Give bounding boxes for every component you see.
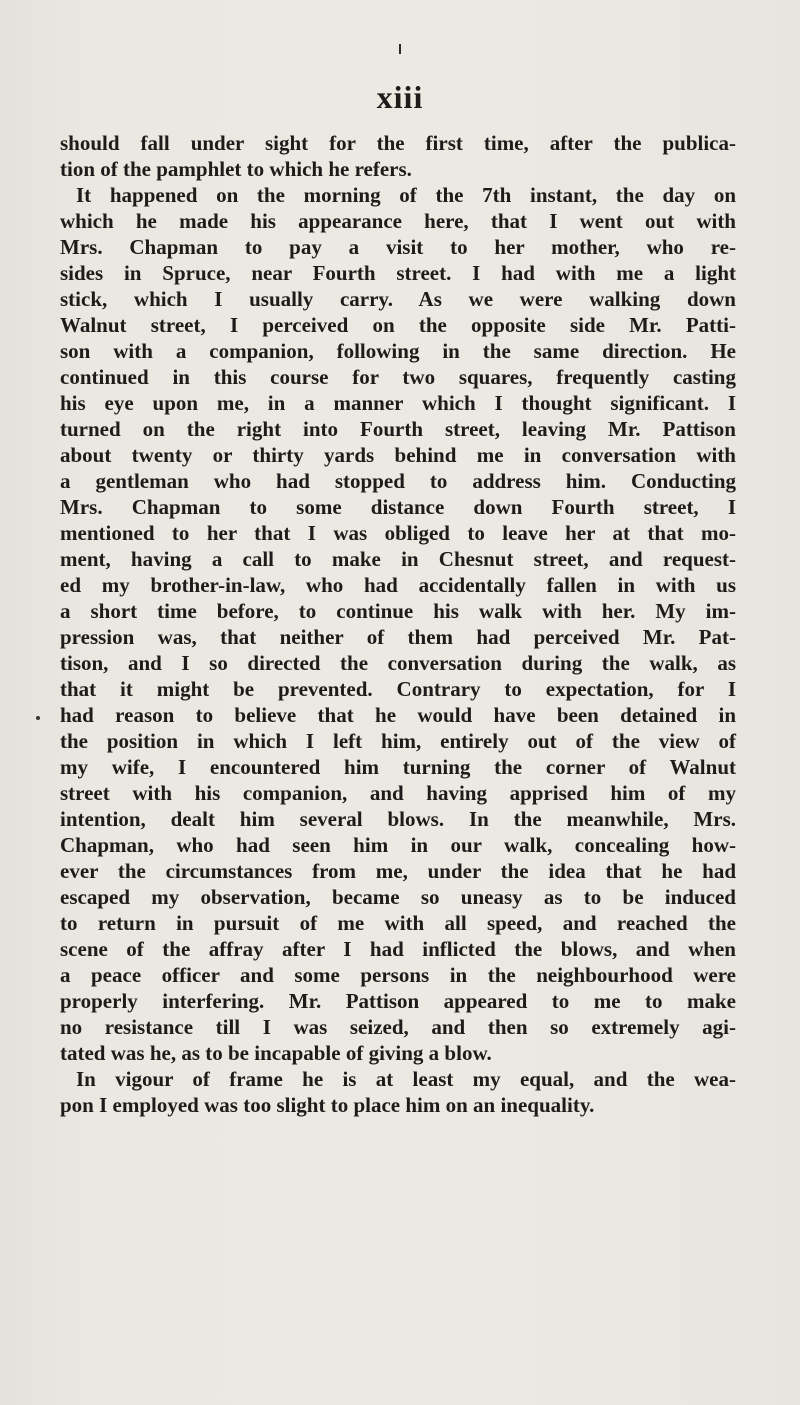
text-line: street with his companion, and having apprised him of my [60,781,736,805]
page-number: xiii [376,79,424,115]
body-text [60,130,736,1118]
text-line: scene of the affray after I had inflicted the blows, and when [60,937,736,961]
text-line: a gentleman who had stopped to address him. Conducting [60,469,736,493]
text-line: tison, and I so directed the conversation during the walk, as [60,651,736,675]
top-ink-mark [399,44,401,54]
text-line: pression was, that neither of them had perceived Mr. Pat- [60,625,736,649]
text-line: ever the circumstances from me, under the idea that he had [60,859,736,883]
text-line: turned on the right into Fourth street, leaving Mr. Pattison [60,417,736,441]
text-line: son with a companion, following in the same direction. He [60,339,736,363]
text-line: sides in Spruce, near Fourth street. I had with me a light [60,261,736,285]
text-line: ed my brother-in-law, who had accidentally fallen in with us [60,573,736,597]
text-line: properly interfering. Mr. Pattison appeared to me to make [60,989,736,1013]
text-line: a peace officer and some persons in the neighbourhood were [60,963,736,987]
text-line: In vigour of frame he is at least my equal, and the wea- [76,1067,736,1091]
text-line: continued in this course for two squares, frequently casting [60,365,736,389]
text-line: stick, which I usually carry. As we were walking down [60,287,736,311]
text-line: Chapman, who had seen him in our walk, concealing how- [60,833,736,857]
text-line: should fall under sight for the first time, after the publica- [60,131,736,155]
text-line: escaped my observation, became so uneasy as to be induced [60,885,736,909]
text-line: the position in which I left him, entirely out of the view of [60,729,736,753]
text-line: to return in pursuit of me with all speed, and reached the [60,911,736,935]
text-line: no resistance till I was seized, and then so extremely agi- [60,1015,736,1039]
text-line: Mrs. Chapman to some distance down Fourth street, I [60,495,736,519]
text-line: It happened on the morning of the 7th instant, the day on [76,183,736,207]
text-line: my wife, I encountered him turning the corner of Walnut [60,755,736,779]
text-line: mentioned to her that I was obliged to leave her at that mo- [60,521,736,545]
text-line: about twenty or thirty yards behind me in conversation with [60,443,736,467]
text-line: Mrs. Chapman to pay a visit to her mother, who re- [60,235,736,259]
text-line: which he made his appearance here, that I went out with [60,209,736,233]
text-line: Walnut street, I perceived on the opposite side Mr. Patti- [60,313,736,337]
text-line: ment, having a call to make in Chesnut street, and request- [60,547,736,571]
text-line: had reason to believe that he would have been detained in [60,703,736,727]
text-line: tated was he, as to be incapable of giving a blow. [60,1041,492,1065]
margin-speck [36,716,40,720]
text-line: his eye upon me, in a manner which I thought significant. I [60,391,736,415]
text-line: pon I employed was too slight to place him on an inequality. [60,1093,595,1117]
text-line: intention, dealt him several blows. In the meanwhile, Mrs. [60,807,736,831]
text-line: tion of the pamphlet to which he refers. [60,157,412,181]
text-line: a short time before, to continue his walk with her. My im- [60,599,736,623]
text-line: that it might be prevented. Contrary to expectation, for I [60,677,736,701]
